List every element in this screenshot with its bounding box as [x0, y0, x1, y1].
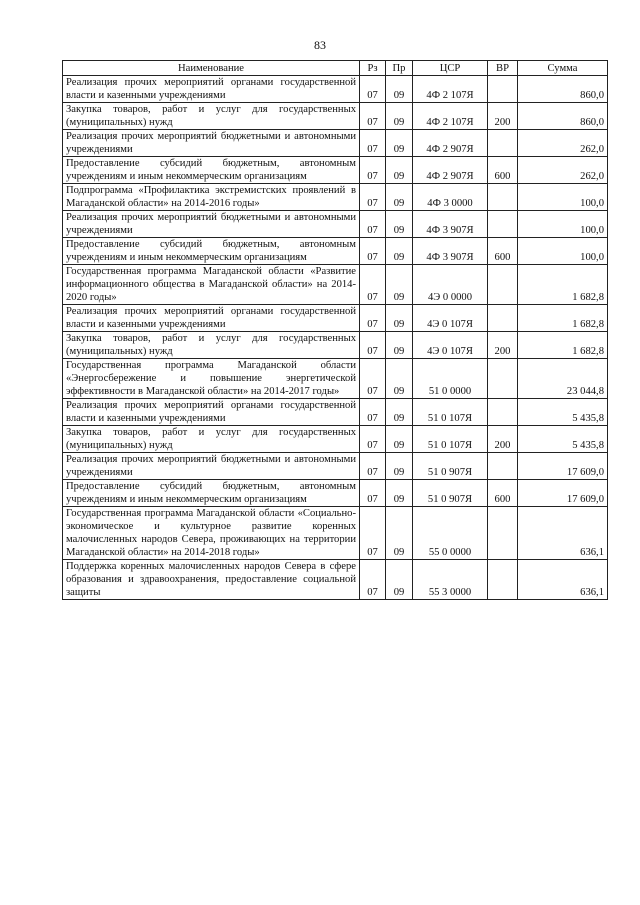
table-row — [63, 103, 608, 130]
table-row — [63, 332, 608, 359]
header-name: Наименование — [63, 61, 360, 76]
row-csr: 55 3 0000 — [413, 560, 488, 600]
row-vr: 600 — [488, 238, 518, 265]
row-vr: 200 — [488, 103, 518, 130]
row-name: Поддержка коренных малочисленных народов Севера в сфере образования и здравоохранения, предоставление социальной защиты — [63, 560, 360, 600]
budget-table — [62, 60, 608, 600]
row-pr: 09 — [386, 453, 413, 480]
row-csr: 51 0 0000 — [413, 359, 488, 399]
row-sum: 17 609,0 — [518, 453, 608, 480]
row-name: Предоставление субсидий бюджетным, автономным учреждениям и иным некоммерческим организациям — [63, 157, 360, 184]
row-name: Закупка товаров, работ и услуг для государственных (муниципальных) нужд — [63, 332, 360, 359]
row-sum: 636,1 — [518, 560, 608, 600]
row-sum: 1 682,8 — [518, 305, 608, 332]
table-row — [63, 453, 608, 480]
row-sum: 262,0 — [518, 157, 608, 184]
row-sum: 5 435,8 — [518, 399, 608, 426]
row-pr: 09 — [386, 238, 413, 265]
row-pr: 09 — [386, 265, 413, 305]
table-row — [63, 359, 608, 399]
row-csr: 4Э 0 0000 — [413, 265, 488, 305]
row-csr: 4Ф 2 907Я — [413, 130, 488, 157]
row-pr: 09 — [386, 359, 413, 399]
row-rz: 07 — [360, 238, 386, 265]
table-row — [63, 507, 608, 560]
row-vr: 200 — [488, 332, 518, 359]
row-name: Предоставление субсидий бюджетным, автономным учреждениям и иным некоммерческим организациям — [63, 238, 360, 265]
table-row — [63, 238, 608, 265]
row-rz: 07 — [360, 453, 386, 480]
row-pr: 09 — [386, 560, 413, 600]
row-csr: 55 0 0000 — [413, 507, 488, 560]
row-csr: 51 0 907Я — [413, 453, 488, 480]
row-csr: 4Э 0 107Я — [413, 305, 488, 332]
header-sum: Сумма — [518, 61, 608, 76]
row-rz: 07 — [360, 426, 386, 453]
row-sum: 1 682,8 — [518, 265, 608, 305]
row-csr: 4Ф 3 907Я — [413, 211, 488, 238]
row-pr: 09 — [386, 507, 413, 560]
row-vr — [488, 130, 518, 157]
row-vr — [488, 359, 518, 399]
row-rz: 07 — [360, 103, 386, 130]
row-csr: 51 0 107Я — [413, 426, 488, 453]
row-sum: 1 682,8 — [518, 332, 608, 359]
row-vr — [488, 399, 518, 426]
row-vr: 600 — [488, 157, 518, 184]
row-pr: 09 — [386, 130, 413, 157]
table-row — [63, 305, 608, 332]
row-rz: 07 — [360, 332, 386, 359]
row-pr: 09 — [386, 305, 413, 332]
row-pr: 09 — [386, 184, 413, 211]
row-pr: 09 — [386, 426, 413, 453]
row-pr: 09 — [386, 211, 413, 238]
row-sum: 262,0 — [518, 130, 608, 157]
table-header-row — [63, 61, 608, 76]
row-name: Закупка товаров, работ и услуг для государственных (муниципальных) нужд — [63, 426, 360, 453]
row-csr: 4Ф 2 107Я — [413, 103, 488, 130]
row-sum: 860,0 — [518, 76, 608, 103]
table-row — [63, 426, 608, 453]
row-name: Реализация прочих мероприятий бюджетными и автономными учреждениями — [63, 211, 360, 238]
row-pr: 09 — [386, 480, 413, 507]
table-row — [63, 399, 608, 426]
row-sum: 100,0 — [518, 184, 608, 211]
row-vr — [488, 453, 518, 480]
row-vr — [488, 507, 518, 560]
row-rz: 07 — [360, 305, 386, 332]
row-sum: 17 609,0 — [518, 480, 608, 507]
page-number: 83 — [314, 38, 326, 52]
header-csr: ЦСР — [413, 61, 488, 76]
row-vr — [488, 305, 518, 332]
table-row — [63, 480, 608, 507]
row-pr: 09 — [386, 399, 413, 426]
row-vr: 600 — [488, 480, 518, 507]
row-vr — [488, 265, 518, 305]
row-rz: 07 — [360, 211, 386, 238]
row-sum: 860,0 — [518, 103, 608, 130]
row-name: Реализация прочих мероприятий органами государственной власти и казенными учреждениями — [63, 305, 360, 332]
row-name: Предоставление субсидий бюджетным, автономным учреждениям и иным некоммерческим организациям — [63, 480, 360, 507]
row-sum: 23 044,8 — [518, 359, 608, 399]
row-vr — [488, 76, 518, 103]
header-vr: ВР — [488, 61, 518, 76]
header-pr: Пр — [386, 61, 413, 76]
row-name: Реализация прочих мероприятий бюджетными и автономными учреждениями — [63, 453, 360, 480]
row-rz: 07 — [360, 399, 386, 426]
table-row — [63, 265, 608, 305]
row-rz: 07 — [360, 560, 386, 600]
row-csr: 51 0 907Я — [413, 480, 488, 507]
row-vr — [488, 560, 518, 600]
table-row — [63, 211, 608, 238]
row-name: Государственная программа Магаданской области «Энергосбережение и повышение энергетической эффективности в Магаданской области» на 2014-2017 годы» — [63, 359, 360, 399]
row-sum: 636,1 — [518, 507, 608, 560]
row-rz: 07 — [360, 76, 386, 103]
row-vr: 200 — [488, 426, 518, 453]
row-rz: 07 — [360, 507, 386, 560]
row-csr: 4Ф 2 907Я — [413, 157, 488, 184]
row-name: Реализация прочих мероприятий органами государственной власти и казенными учреждениями — [63, 399, 360, 426]
row-name: Реализация прочих мероприятий органами государственной власти и казенными учреждениями — [63, 76, 360, 103]
row-csr: 4Э 0 107Я — [413, 332, 488, 359]
row-name: Государственная программа Магаданской области «Развитие информационного общества в Магаданской области» на 2014-2020 годы» — [63, 265, 360, 305]
row-pr: 09 — [386, 76, 413, 103]
table-row — [63, 130, 608, 157]
row-name: Подпрограмма «Профилактика экстремистских проявлений в Магаданской области» на 2014-2016 годы» — [63, 184, 360, 211]
row-csr: 4Ф 2 107Я — [413, 76, 488, 103]
table-row — [63, 560, 608, 600]
row-rz: 07 — [360, 130, 386, 157]
row-sum: 100,0 — [518, 238, 608, 265]
row-pr: 09 — [386, 103, 413, 130]
row-name: Закупка товаров, работ и услуг для государственных (муниципальных) нужд — [63, 103, 360, 130]
row-vr — [488, 211, 518, 238]
row-name: Государственная программа Магаданской области «Социально-экономическое и культурное развитие коренных малочисленных народов Севера, проживающих на территории Магаданской области» на 2014-2018 годы» — [63, 507, 360, 560]
row-rz: 07 — [360, 184, 386, 211]
header-rz: Рз — [360, 61, 386, 76]
row-rz: 07 — [360, 265, 386, 305]
row-csr: 4Ф 3 0000 — [413, 184, 488, 211]
table-row — [63, 184, 608, 211]
row-sum: 5 435,8 — [518, 426, 608, 453]
row-csr: 51 0 107Я — [413, 399, 488, 426]
row-rz: 07 — [360, 157, 386, 184]
row-sum: 100,0 — [518, 211, 608, 238]
table-row — [63, 76, 608, 103]
row-rz: 07 — [360, 480, 386, 507]
row-rz: 07 — [360, 359, 386, 399]
row-csr: 4Ф 3 907Я — [413, 238, 488, 265]
row-pr: 09 — [386, 157, 413, 184]
row-pr: 09 — [386, 332, 413, 359]
row-vr — [488, 184, 518, 211]
table-row — [63, 157, 608, 184]
row-name: Реализация прочих мероприятий бюджетными и автономными учреждениями — [63, 130, 360, 157]
